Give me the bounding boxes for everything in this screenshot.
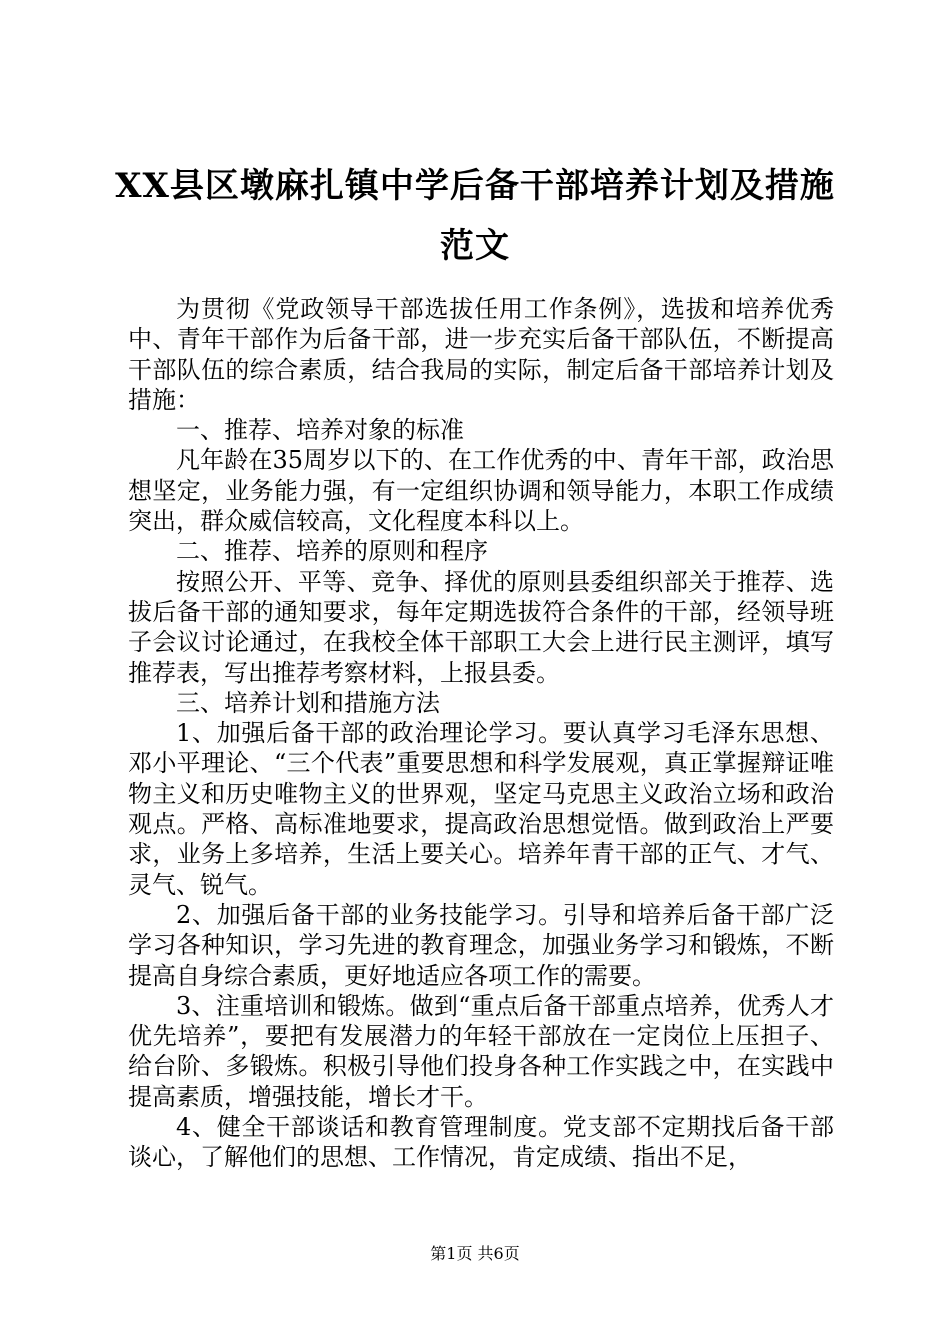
page-footer: 第1页 共6页 bbox=[430, 1244, 520, 1263]
document-title: XX县区墩麻扎镇中学后备干部培养计划及措施范文 bbox=[115, 166, 835, 266]
paragraph-principles: 按照公开、平等、竞争、择优的原则县委组织部关于推荐、选拔后备干部的通知要求，每年定期选拔符合条件的干部，经领导班子会议讨论通过，在我校全体干部职工大会上进行民主测评，填写推荐表，写出推荐考察材料，上报县委。 bbox=[128, 567, 834, 687]
section-heading-3: 三、培养计划和措施方法 bbox=[176, 688, 440, 717]
paragraph-standards: 凡年龄在35周岁以下的、在工作优秀的中、青年干部，政治思想坚定，业务能力强，有一定组织协调和领导能力，本职工作成绩突出，群众威信较高，文化程度本科以上。 bbox=[128, 446, 834, 536]
document-body bbox=[128, 294, 834, 1173]
paragraph-measure-3: 3、注重培训和锻炼。做到“重点后备干部重点培养，优秀人才优先培养”，要把有发展潜力的年轻干部放在一定岗位上压担子、给台阶、多锻炼。积极引导他们投身各种工作实践之中，在实践中提高素质，增强技能，增长才干。 bbox=[128, 991, 834, 1111]
paragraph-measure-2: 2、加强后备干部的业务技能学习。引导和培养后备干部广泛学习各种知识，学习先进的教育理念，加强业务学习和锻炼，不断提高自身综合素质，更好地适应各项工作的需要。 bbox=[128, 900, 834, 990]
paragraph-measure-4: 4、健全干部谈话和教育管理制度。党支部不定期找后备干部谈心，了解他们的思想、工作情况，肯定成绩、指出不足， bbox=[128, 1113, 834, 1172]
section-heading-2: 二、推荐、培养的原则和程序 bbox=[176, 537, 488, 566]
paragraph-intro: 为贯彻《党政领导干部选拔任用工作条例》，选拔和培养优秀中、青年干部作为后备干部，进一步充实后备干部队伍，不断提高干部队伍的综合素质，结合我局的实际，制定后备干部培养计划及措施： bbox=[128, 295, 834, 414]
paragraph-measure-1: 1、加强后备干部的政治理论学习。要认真学习毛泽东思想、邓小平理论、“三个代表”重要思想和科学发展观，真正掌握辩证唯物主义和历史唯物主义的世界观，坚定马克思主义政治立场和政治观点。严格、高标准地要求，提高政治思想觉悟。做到政治上严要求，业务上多培养，生活上要关心。培养年青干部的正气、才气、灵气、锐气。 bbox=[128, 719, 834, 899]
section-heading-1: 一、推荐、培养对象的标准 bbox=[176, 416, 464, 445]
